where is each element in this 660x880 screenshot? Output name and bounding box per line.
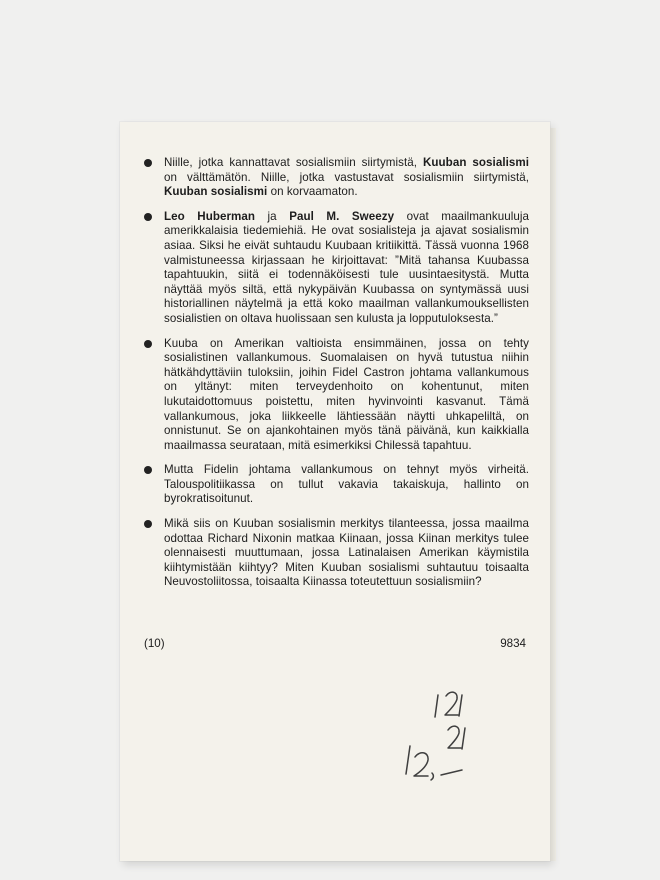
footer-right-number: 9834 bbox=[500, 637, 526, 650]
bullet-icon bbox=[144, 159, 152, 167]
handwritten-stroke bbox=[445, 692, 458, 715]
bullet-paragraph-3: Kuuba on Amerikan valtioista ensimmäinen, jossa on tehty sosialistinen vallankumous. Suomalaisen on hyvä tutustua niihin hätkähdyttäviin tuloksiin, joihin Fidel Castron johtama vallankumous on yltänyt: miten terveydenhoito on kohentunut, miten lukutaidottomuus poistettu, miten hyvinvointi kasvanut. Tämä vallankumous, joka liikkeelle lähtiessään näytti uhkapeliltä, on onnistunut. Se on ajankohtainen myös tänä päivänä, kun kaikkialla maailmassa seurataan, mitä esimerkiksi Chilessä tapahtuu. bbox=[144, 337, 529, 454]
handwritten-stroke bbox=[414, 753, 428, 776]
bullet-icon bbox=[144, 213, 152, 221]
handwritten-stroke bbox=[406, 746, 410, 774]
handwritten-stroke bbox=[448, 726, 461, 748]
handwritten-stroke bbox=[462, 728, 465, 749]
bullet-paragraph-2: Leo Huberman ja Paul M. Sweezy ovat maailmankuuluja amerikkalaisia tiedemiehiä. He ovat sosialisteja ja ajavat sosialismin asiaa. Siksi he eivät suhtaudu Kuubaan kritiikittä. Tässä vuonna 1968 valmistuneessa kirjassaan he kirjoittavat: ”Mitä tahansa Kuubassa tapahtuukin, siitä ei todennäköisesti tule uusintaesitystä. Mutta näyttää myös siltä, että nykypäivän Kuubassa on syntymässä uusi historiallinen näytelmä ja että koko maailman vallankumouksellisten sosialistien on oltava huolissaan sen kulusta ja lopputuloksesta.” bbox=[144, 210, 529, 327]
handwritten-stroke bbox=[431, 773, 433, 780]
bullet-icon bbox=[144, 466, 152, 474]
bullet-paragraph-1: Niille, jotka kannattavat sosialismiin siirtymistä, Kuuban sosialismi on välttämätön. Niille, jotka vastustavat sosialismiin siirtymistä, Kuuban sosialismi on korvaamaton. bbox=[144, 156, 529, 200]
back-cover-text bbox=[144, 156, 529, 600]
bullet-icon bbox=[144, 520, 152, 528]
footer-left-number: (10) bbox=[144, 637, 165, 650]
handwritten-stroke bbox=[459, 695, 462, 716]
handwritten-stroke bbox=[435, 695, 438, 717]
bullet-paragraph-4: Mutta Fidelin johtama vallankumous on tehnyt myös virheitä. Talouspolitiikassa on tullut vakavia takaiskuja, hallinto on byrokratisoitunut. bbox=[144, 463, 529, 507]
handwritten-stroke bbox=[441, 770, 462, 775]
bullet-icon bbox=[144, 340, 152, 348]
handwritten-price-notes bbox=[390, 682, 490, 782]
book-back-cover bbox=[120, 122, 550, 861]
bullet-paragraph-5: Mikä siis on Kuuban sosialismin merkitys tilanteessa, jossa maailma odottaa Richard Nixonin matkaa Kiinaan, jossa Kiinan merkitys tulee olennaisesti muuttumaan, jossa Latinalaisen Amerikan käymistila kiihtymistään kiihtyy? Miten Kuuban sosialismi suhtautuu toisaalta Neuvostoliitossa, toisaalta Kiinassa toteutettuun sosialismiin? bbox=[144, 517, 529, 590]
